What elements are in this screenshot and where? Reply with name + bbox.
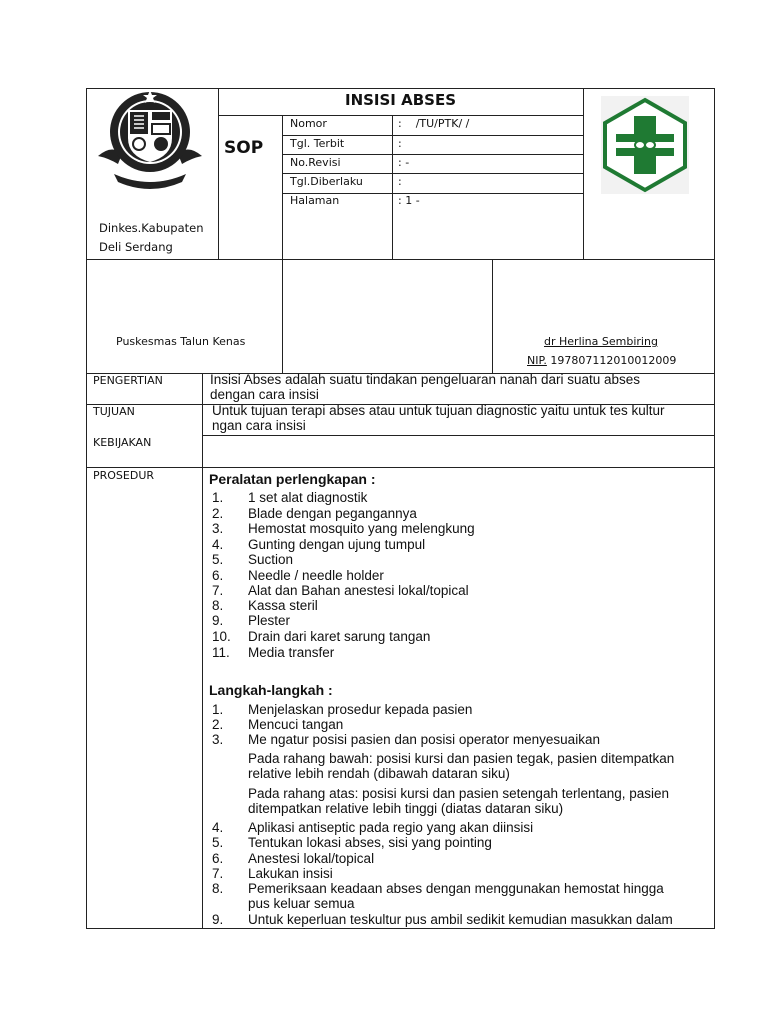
peralatan-num: 10. [212,629,231,644]
peralatan-item: Plester [248,613,291,628]
peralatan-item: Suction [248,552,294,567]
section-label-tujuan: TUJUAN [93,405,135,418]
field-label-no-revisi: No.Revisi [290,156,341,169]
pengertian-text-line2: dengan cara insisi [210,387,319,402]
peralatan-item: Needle / needle holder [248,568,384,583]
sop-label: SOP [224,138,264,158]
langkah-item: Me ngatur posisi pasien dan posisi operator menyesuaikan [248,732,600,747]
nip [527,354,676,367]
langkah-num: 9. [212,912,224,927]
langkah-item: Pemeriksaan keadaan abses dengan menggunakan hemostat hingga [248,881,664,896]
table-border-bottom [86,928,715,929]
peralatan-num: 9. [212,613,224,628]
peralatan-item: Gunting dengan ujung tumpul [248,537,426,552]
langkah-item: Menjelaskan prosedur kepada pasien [248,702,473,717]
peralatan-num: 8. [212,598,224,613]
peralatan-item: Media transfer [248,645,335,660]
section-label-kebijakan: KEBIJAKAN [93,436,152,449]
nip-value: 197807112010012009 [546,354,677,367]
langkah-note: relative lebih rendah (dibawah dataran siku) [248,766,510,781]
langkah-num: 2. [212,717,224,732]
peralatan-item: Hemostat mosquito yang melengkung [248,521,475,536]
divider [492,259,493,373]
field-label-tgl-diberlaku: Tgl.Diberlaku [290,175,363,188]
field-label-halaman: Halaman [290,194,340,207]
field-value-tgl-diberlaku: : [398,175,402,188]
langkah-item-continuation: pus keluar semua [248,896,355,911]
divider [218,88,219,259]
divider [282,135,583,136]
langkah-num: 8. [212,881,224,896]
langkah-note: Pada rahang bawah: posisi kursi dan pasien tegak, pasien ditempatkan [248,751,675,766]
langkah-item: Anestesi lokal/topical [248,851,375,866]
field-value-tgl-terbit: : [398,137,402,150]
peralatan-num: 3. [212,521,224,536]
head-name: dr Herlina Sembiring [544,335,658,348]
peralatan-heading: Peralatan perlengkapan : [209,471,376,487]
langkah-num: 3. [212,732,224,747]
nip-label: NIP. [527,354,547,367]
divider [282,173,583,174]
langkah-heading: Langkah-langkah : [209,682,333,698]
langkah-item: Untuk keperluan teskultur pus ambil sedikit kemudian masukkan dalam [248,912,673,927]
langkah-num: 6. [212,851,224,866]
pengertian-text-line1: Insisi Abses adalah suatu tindakan pengeluaran nanah dari suatu abses [210,372,641,387]
peralatan-item: Blade dengan pegangannya [248,506,417,521]
langkah-item: Aplikasi antiseptic pada regio yang akan diinsisi [248,820,534,835]
tujuan-text-line1: Untuk tujuan terapi abses atau untuk tujuan diagnostic yaitu untuk tes kultur [212,403,665,418]
peralatan-num: 6. [212,568,224,583]
langkah-item: Mencuci tangan [248,717,344,732]
puskesmas-cross-logo-icon [601,96,689,194]
peralatan-num: 1. [212,490,224,505]
peralatan-num: 5. [212,552,224,567]
field-value-no-revisi: : - [398,156,410,169]
document-title: INSISI ABSES [344,91,457,109]
divider [583,88,584,259]
divider [218,115,583,116]
langkah-item: Tentukan lokasi abses, sisi yang pointing [248,835,492,850]
peralatan-item: Kassa steril [248,598,318,613]
section-label-pengertian: PENGERTIAN [93,374,163,387]
table-border-right [714,88,715,929]
peralatan-num: 2. [212,506,224,521]
field-value-halaman: : 1 - [398,194,420,207]
org-name-line1: Dinkes.Kabupaten [99,221,204,235]
deli-serdang-emblem-icon [92,86,208,190]
divider [392,115,393,259]
divider [86,467,715,468]
peralatan-item: Alat dan Bahan anestesi lokal/topical [248,583,469,598]
divider [202,435,715,436]
langkah-item: Lakukan insisi [248,866,333,881]
field-value-nomor: : /TU/PTK/ / [398,117,470,130]
langkah-note: Pada rahang atas: posisi kursi dan pasien setengah terlentang, pasien [248,786,670,801]
field-label-tgl-terbit: Tgl. Terbit [290,137,345,150]
divider [86,259,715,260]
peralatan-item: Drain dari karet sarung tangan [248,629,431,644]
langkah-num: 5. [212,835,224,850]
peralatan-item: 1 set alat diagnostik [248,490,368,505]
langkah-num: 1. [212,702,224,717]
peralatan-num: 4. [212,537,224,552]
langkah-num: 4. [212,820,224,835]
langkah-note: ditempatkan relative lebih tinggi (diatas dataran siku) [248,801,564,816]
langkah-num: 7. [212,866,224,881]
divider [282,154,583,155]
table-border-left [86,88,87,929]
puskesmas-name: Puskesmas Talun Kenas [116,335,246,348]
peralatan-num: 7. [212,583,224,598]
tujuan-text-line2: ngan cara insisi [212,418,306,433]
divider [202,373,203,929]
org-name-line2: Deli Serdang [99,240,173,254]
field-label-nomor: Nomor [290,117,327,130]
peralatan-num: 11. [212,645,230,660]
section-label-prosedur: PROSEDUR [93,469,155,482]
